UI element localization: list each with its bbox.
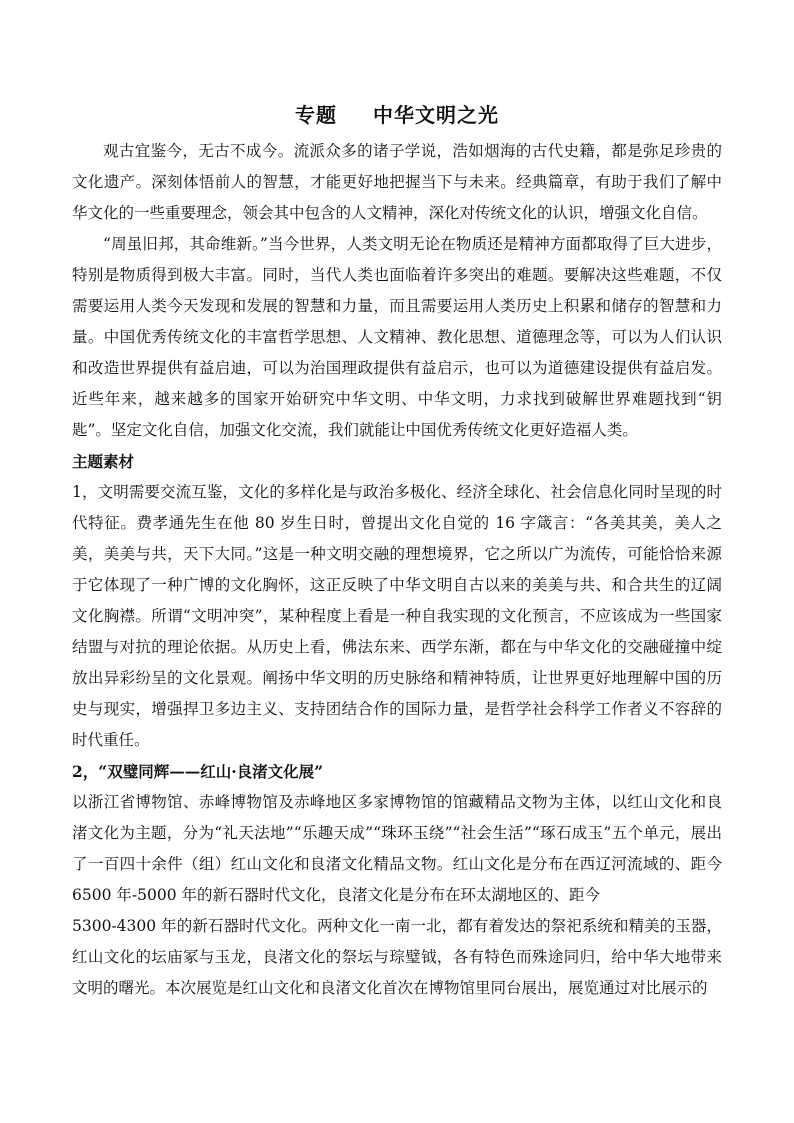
page-title — [72, 100, 722, 130]
title-topic: 专题 — [295, 103, 337, 127]
section-heading: 主题素材 — [72, 452, 135, 471]
material-item-2-text-part-2: 5300-4300 年的新石器时代文化。两种文化一南一北，都有着发达的祭祀系统和精美的玉器，红山文化的坛庙冢与玉龙，良渚文化的祭坛与琮璧钺，各有特色而殊途同归，给中华大地带来文明的曙光。本次展览是红山文化和良渚文化首次在博物馆里同台展出，展览通过对比展示的 — [72, 917, 722, 997]
material-item-1: 1，文明需要交流互鉴，文化的多样化是与政治多极化、经济全球化、社会信息化同时呈现的时代特征。费孝通先生在他 80 岁生日时，曾提出文化自觉的 16 字箴言：“各美其美，美人之美，美美与共，天下大同。”这是一种文明交融的理想境界，它之所以广为流传，可能恰恰来源于它体现了一种广博的文化胸怀，这正反映了中华文明自古以来的美美与共、和合共生的辽阔文化胸襟。所谓“文明冲突”，某种程度上看是一种自我实现的文化预言，不应该成为一些国家结盟与对抗的理论依据。从历史上看，佛法东来、西学东渐，都在与中华文化的交融碰撞中绽放出异彩纷呈的文化景观。阐扬中华文明的历史脉络和精神特质，让世界更好地理解中国的历史与现实，增强捍卫多边主义、支持团结合作的国际力量，是哲学社会科学工作者义不容辞的时代重任。 — [72, 483, 722, 749]
material-item-2-heading: 2，“双璧同辉——红山·良渚文化展” — [72, 762, 324, 781]
intro-paragraph-2: “周虽旧邦，其命维新。”当今世界，人类文明无论在物质还是精神方面都取得了巨大进步，特别是物质得到极大丰富。同时，当代人类也面临着许多突出的难题。要解决这些难题，不仅需要运用人类今天发现和发展的智慧和力量，而且需要运用人类历史上积累和储存的智慧和力量。中国优秀传统文化的丰富哲学思想、人文精神、教化思想、道德理念等，可以为人们认识和改造世界提供有益启迪，可以为治国理政提供有益启示，也可以为道德建设提供有益启发。近些年来，越来越多的国家开始研究中华文明、中华文明，力求找到破解世界难题找到“钥匙”。坚定文化自信，加强文化交流，我们就能让中国优秀传统文化更好造福人类。 — [72, 235, 722, 439]
material-item-2-text-part-1: 以浙江省博物馆、赤峰博物馆及赤峰地区多家博物馆的馆藏精品文物为主体，以红山文化和良渚文化为主题，分为“礼天法地”“乐趣天成”“珠环玉绕”“社会生活”“琢石成玉”五个单元，展出了一百四十余件（组）红山文化和良渚文化精品文物。红山文化是分布在西辽河流域的、距今 6500 年-5000 年的新石器时代文化，良渚文化是分布在环太湖地区的、距今 — [72, 793, 722, 904]
intro-paragraph-1: 观古宜鉴今，无古不成今。流派众多的诸子学说，浩如烟海的古代史籍，都是弥足珍贵的文化遗产。深刻体悟前人的智慧，才能更好地把握当下与未来。经典篇章，有助于我们了解中华文化的一些重要理念，领会其中包含的人文精神，深化对传统文化的认识，增强文化自信。 — [72, 142, 722, 222]
title-main: 中华文明之光 — [373, 103, 499, 127]
